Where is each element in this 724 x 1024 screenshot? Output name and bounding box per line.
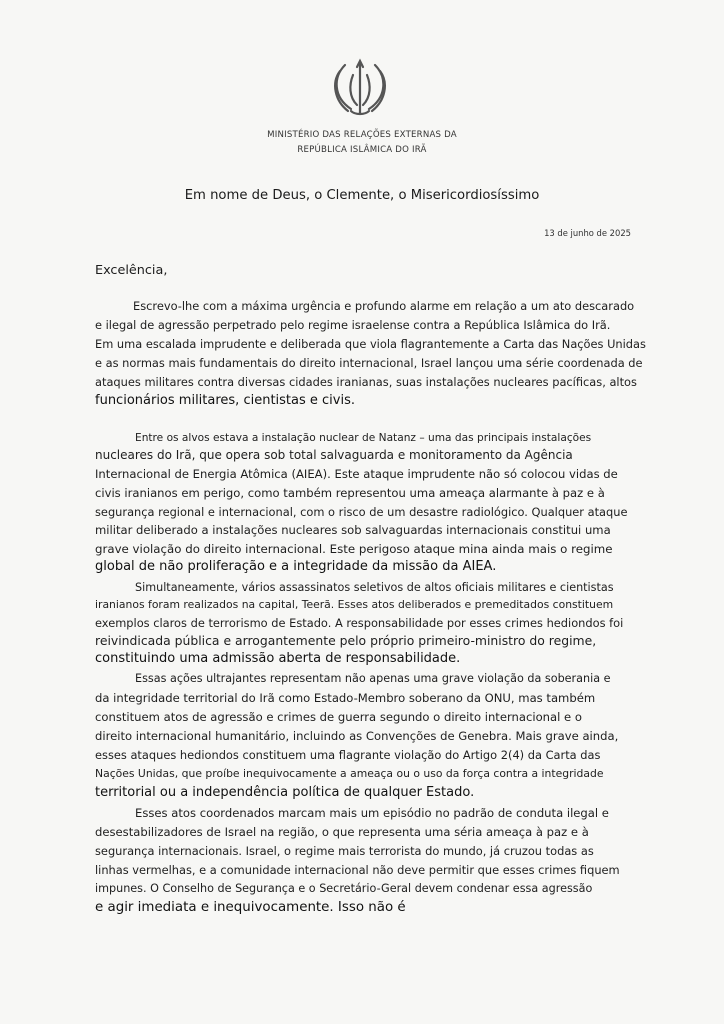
body-line: desestabilizadores de Israel na região, o que representa uma séria ameaça à paz e à: [95, 825, 589, 839]
body-line: nucleares do Irã, que opera sob total salvaguarda e monitoramento da Agência: [95, 448, 573, 462]
iran-coat-of-arms-icon: [331, 57, 389, 119]
body-line: grave violação do direito internacional. Este perigoso ataque mina ainda mais o regime: [95, 542, 613, 556]
body-line: Simultaneamente, vários assassinatos seletivos de altos oficiais militares e cientistas: [135, 581, 614, 594]
body-line: global de não proliferação e a integridade da missão da AIEA.: [95, 559, 497, 574]
body-line: e ilegal de agressão perpetrado pelo regime israelense contra a República Islâmica do Irã.: [95, 318, 611, 332]
body-line: Nações Unidas, que proíbe inequivocamente a ameaça ou o uso da força contra a integridade: [95, 767, 604, 780]
body-line: linhas vermelhas, e a comunidade internacional não deve permitir que esses crimes fiquem: [95, 863, 620, 877]
body-line: segurança regional e internacional, com o risco de um desastre radiológico. Qualquer ataque: [95, 505, 628, 519]
body-line: Internacional de Energia Atômica (AIEA). Este ataque imprudente não só colocou vidas de: [95, 467, 618, 481]
body-line: e agir imediata e inequivocamente. Isso não é: [95, 900, 406, 915]
body-line: e as normas mais fundamentais do direito internacional, Israel lançou uma série coordenada de: [95, 356, 643, 370]
body-line: militar deliberado a instalações nucleares sob salvaguardas internacionais constitui uma: [95, 523, 611, 537]
body-line: constituem atos de agressão e crimes de guerra segundo o direito internacional e o: [95, 710, 582, 724]
body-line: Esses atos coordenados marcam mais um episódio no padrão de conduta ilegal e: [135, 806, 609, 820]
body-line: Essas ações ultrajantes representam não apenas uma grave violação da soberania e: [135, 672, 611, 685]
body-line: Entre os alvos estava a instalação nuclear de Natanz – uma das principais instalações: [135, 432, 592, 444]
body-line: civis iranianos em perigo, como também representou uma ameaça alarmante à paz e à: [95, 486, 605, 500]
body-line: iranianos foram realizados na capital, Teerã. Esses atos deliberados e premeditados constituem: [95, 598, 614, 611]
body-line: Em uma escalada imprudente e deliberada que viola flagrantemente a Carta das Nações Unidas: [95, 337, 646, 351]
body-line: Escrevo-lhe com a máxima urgência e profundo alarme em relação a um ato descarado: [133, 299, 635, 313]
body-line: segurança internacionais. Israel, o regime mais terrorista do mundo, já cruzou todas as: [95, 844, 594, 858]
letter-date: 13 de junho de 2025: [544, 228, 631, 238]
body-line: reivindicada pública e arrogantemente pelo próprio primeiro-ministro do regime,: [95, 633, 597, 648]
ministry-name-line1: MINISTÉRIO DAS RELAÇÕES EXTERNAS DA: [267, 130, 457, 140]
body-line: direito internacional humanitário, incluindo as Convenções de Genebra. Mais grave ainda,: [95, 729, 619, 743]
body-line: impunes. O Conselho de Segurança e o Secretário-Geral devem condenar essa agressão: [95, 882, 593, 895]
body-line: funcionários militares, cientistas e civis.: [95, 393, 355, 408]
body-line: da integridade territorial do Irã como Estado-Membro soberano da ONU, mas também: [95, 691, 596, 705]
body-line: territorial ou a independência política de qualquer Estado.: [95, 785, 475, 800]
body-line: exemplos claros de terrorismo de Estado. A responsabilidade por esses crimes hediondos foi: [95, 616, 624, 630]
body-line: ataques militares contra diversas cidades iranianas, suas instalações nucleares pacíficas, altos: [95, 375, 637, 389]
body-line: constituindo uma admissão aberta de responsabilidade.: [95, 651, 461, 666]
ministry-name-line2: REPÚBLICA ISLÂMICA DO IRÃ: [297, 145, 427, 155]
body-line: esses ataques hediondos constituem uma flagrante violação do Artigo 2(4) da Carta das: [95, 748, 601, 762]
salutation: Excelência,: [95, 263, 168, 278]
invocation: Em nome de Deus, o Clemente, o Misericordiosíssimo: [184, 188, 540, 203]
